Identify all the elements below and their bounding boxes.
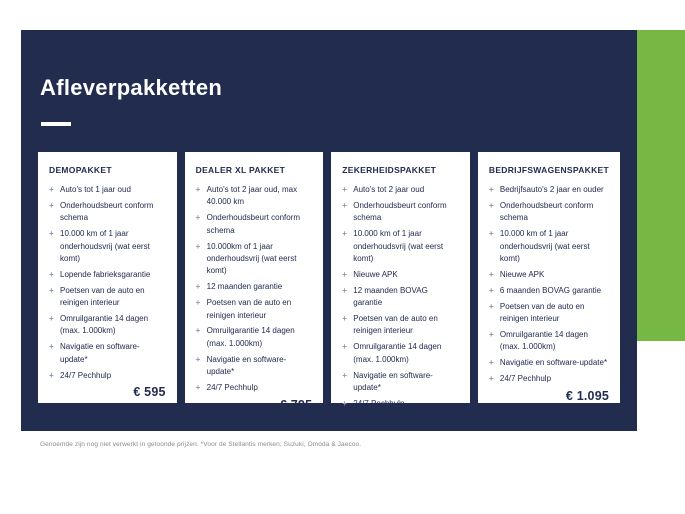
plus-bullet-icon: + bbox=[488, 374, 494, 384]
package-card bbox=[478, 152, 620, 403]
feature-text: Navigatie en software-update* bbox=[206, 354, 287, 377]
feature-item bbox=[196, 297, 313, 322]
feature-text: Onderhoudsbeurt conform schema bbox=[60, 200, 154, 223]
feature-item bbox=[342, 313, 459, 338]
plus-bullet-icon: + bbox=[342, 200, 347, 210]
feature-item bbox=[49, 341, 166, 366]
plus-bullet-icon: + bbox=[488, 269, 494, 279]
feature-text: 6 maanden BOVAG garantie bbox=[499, 285, 602, 295]
feature-text: Navigatie en software-update* bbox=[353, 370, 433, 392]
plus-bullet-icon: + bbox=[49, 370, 54, 380]
feature-item bbox=[342, 228, 459, 265]
package-title: BEDRIJFSWAGENSPAKKET bbox=[488, 165, 610, 175]
feature-text: 24/7 Pechhulp bbox=[206, 382, 258, 392]
feature-text: Navigatie en software-update* bbox=[499, 358, 608, 368]
package-price: € 795 bbox=[279, 397, 313, 412]
feature-text: Lopende fabrieksgarantie bbox=[60, 269, 151, 279]
feature-item bbox=[489, 184, 609, 196]
footnote: Genoemde zijn nog niet verwerkt in getoonde prijzen. *Voor de Stellantis merken, Suzuki, Omoda & Jaecoo. bbox=[40, 441, 362, 448]
feature-text: 24/7 Pechhulp bbox=[499, 374, 552, 384]
plus-bullet-icon: + bbox=[195, 382, 201, 392]
plus-bullet-icon: + bbox=[49, 342, 54, 352]
plus-bullet-icon: + bbox=[49, 269, 54, 279]
plus-bullet-icon: + bbox=[49, 314, 54, 324]
feature-item bbox=[196, 354, 313, 379]
feature-text: Poetsen van de auto en reinigen interieur bbox=[206, 298, 292, 320]
feature-text: 12 maanden BOVAG garantie bbox=[353, 285, 428, 308]
plus-bullet-icon: + bbox=[488, 185, 494, 194]
feature-item bbox=[49, 269, 166, 281]
plus-bullet-icon: + bbox=[488, 358, 494, 368]
plus-bullet-icon: + bbox=[342, 229, 347, 239]
feature-text: Onderhoudsbeurt conform schema bbox=[499, 200, 594, 223]
feature-item bbox=[489, 269, 609, 281]
package-price: € 595 bbox=[133, 385, 166, 400]
feature-text: Omruilgarantie 14 dagen (max. 1.000km) bbox=[206, 326, 295, 348]
feature-text: Auto's tot 2 jaar oud bbox=[353, 185, 425, 194]
feature-text: 10.000 km of 1 jaar onderhoudsvrij (wat eerst komt) bbox=[60, 229, 150, 263]
feature-list bbox=[489, 184, 609, 389]
package-card bbox=[185, 152, 324, 412]
feature-item bbox=[196, 281, 313, 293]
plus-bullet-icon: + bbox=[488, 229, 494, 239]
feature-text: Poetsen van de auto en reinigen interieur bbox=[353, 314, 438, 336]
plus-bullet-icon: + bbox=[342, 314, 347, 324]
feature-text: 24/7 Pechhulp bbox=[353, 398, 405, 408]
cards-row bbox=[38, 152, 620, 428]
feature-item bbox=[49, 228, 166, 265]
plus-bullet-icon: + bbox=[488, 285, 494, 295]
slide-panel bbox=[21, 30, 637, 431]
package-title: DEMOPAKKET bbox=[49, 165, 112, 175]
package-card bbox=[331, 152, 470, 428]
feature-list bbox=[49, 184, 166, 385]
green-accent-stripe bbox=[637, 30, 685, 341]
plus-bullet-icon: + bbox=[49, 285, 54, 295]
feature-text: Onderhoudsbeurt conform schema bbox=[353, 200, 447, 223]
feature-list bbox=[342, 184, 459, 414]
feature-item bbox=[342, 200, 459, 225]
package-title: ZEKERHEIDSPAKKET bbox=[342, 165, 437, 175]
plus-bullet-icon: + bbox=[195, 298, 201, 308]
plus-bullet-icon: + bbox=[342, 185, 347, 194]
feature-item bbox=[489, 285, 609, 297]
feature-item bbox=[196, 325, 313, 350]
plus-bullet-icon: + bbox=[342, 342, 347, 352]
plus-bullet-icon: + bbox=[49, 185, 54, 194]
feature-text: 10.000 km of 1 jaar onderhoudsvrij (wat eerst komt) bbox=[353, 229, 444, 263]
feature-item bbox=[342, 398, 459, 410]
page-title: Afleverpakketten bbox=[40, 75, 223, 100]
feature-item bbox=[342, 285, 459, 310]
plus-bullet-icon: + bbox=[488, 200, 494, 210]
feature-item bbox=[489, 357, 609, 369]
feature-text: Auto's tot 2 jaar oud, max 40.000 km bbox=[206, 185, 298, 207]
title-underline-dash bbox=[41, 122, 71, 126]
feature-list bbox=[196, 184, 313, 398]
feature-text: Navigatie en software-update* bbox=[60, 342, 140, 364]
feature-item bbox=[196, 241, 313, 278]
feature-text: Onderhoudsbeurt conform schema bbox=[206, 213, 301, 235]
plus-bullet-icon: + bbox=[195, 213, 201, 223]
feature-text: Omruilgarantie 14 dagen (max. 1.000km) bbox=[499, 329, 588, 352]
feature-text: 10.000 km of 1 jaar onderhoudsvrij (wat eerst komt) bbox=[499, 229, 590, 263]
plus-bullet-icon: + bbox=[342, 269, 347, 279]
plus-bullet-icon: + bbox=[49, 200, 54, 210]
plus-bullet-icon: + bbox=[195, 326, 201, 336]
feature-item bbox=[489, 200, 609, 225]
feature-text: Omruilgarantie 14 dagen (max. 1.000km) bbox=[353, 342, 442, 364]
feature-item bbox=[489, 301, 609, 326]
package-price: € 1.095 bbox=[565, 388, 610, 403]
feature-item bbox=[489, 373, 609, 385]
feature-item bbox=[49, 285, 166, 310]
feature-text: Poetsen van de auto en reinigen interieur bbox=[499, 301, 585, 324]
feature-text: 24/7 Pechhulp bbox=[60, 370, 112, 380]
feature-item bbox=[49, 200, 166, 225]
feature-text: 10.000km of 1 jaar onderhoudsvrij (wat eerst komt) bbox=[206, 241, 297, 276]
feature-item bbox=[49, 184, 166, 196]
feature-item bbox=[342, 269, 459, 281]
feature-text: 12 maanden garantie bbox=[206, 282, 283, 292]
plus-bullet-icon: + bbox=[488, 301, 494, 311]
plus-bullet-icon: + bbox=[342, 285, 347, 295]
feature-text: Nieuwe APK bbox=[499, 269, 545, 279]
plus-bullet-icon: + bbox=[195, 354, 201, 364]
plus-bullet-icon: + bbox=[195, 241, 201, 251]
feature-item bbox=[49, 370, 166, 382]
feature-item bbox=[489, 329, 609, 354]
feature-item bbox=[196, 382, 313, 394]
feature-text: Bedrijfsauto's 2 jaar en ouder bbox=[499, 185, 604, 194]
plus-bullet-icon: + bbox=[342, 398, 347, 408]
feature-text: Nieuwe APK bbox=[353, 269, 398, 279]
package-card bbox=[38, 152, 177, 403]
feature-text: Auto's tot 1 jaar oud bbox=[60, 185, 131, 194]
feature-item bbox=[196, 184, 313, 209]
feature-item bbox=[489, 228, 609, 265]
feature-text: Omruilgarantie 14 dagen (max. 1.000km) bbox=[60, 314, 149, 336]
package-title: DEALER XL PAKKET bbox=[195, 165, 286, 175]
feature-item bbox=[342, 184, 459, 196]
feature-item bbox=[342, 341, 459, 366]
plus-bullet-icon: + bbox=[195, 185, 201, 194]
plus-bullet-icon: + bbox=[49, 229, 54, 239]
feature-item bbox=[196, 212, 313, 237]
feature-item bbox=[342, 370, 459, 395]
plus-bullet-icon: + bbox=[342, 370, 347, 380]
plus-bullet-icon: + bbox=[195, 282, 201, 292]
feature-text: Poetsen van de auto en reinigen interieur bbox=[60, 285, 145, 308]
plus-bullet-icon: + bbox=[488, 329, 494, 339]
package-price: € 1.095 bbox=[415, 413, 459, 428]
feature-item bbox=[49, 313, 166, 338]
